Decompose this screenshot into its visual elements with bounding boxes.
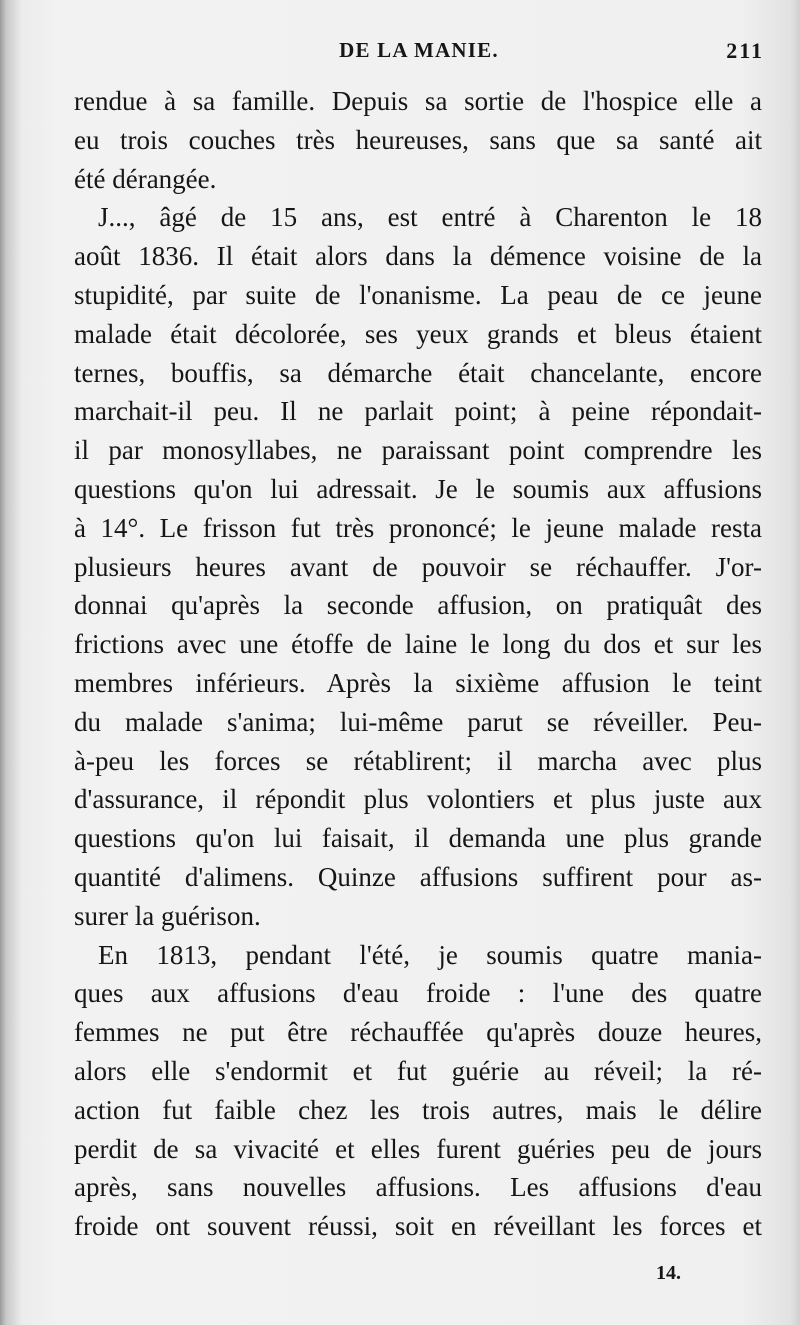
text-line: froide ont souvent réussi, soit en réveillant les forces et [74,1211,762,1242]
text-line: ternes, bouffis, sa démarche était chancelante, encore [74,357,762,388]
text-line: perdit de sa vivacité et elles furent guéries peu de jours [74,1133,762,1164]
paragraph-start-line: J..., âgé de 15 ans, est entré à Charenton le 18 [98,202,762,233]
text-line: action fut faible chez les trois autres, mais le délire [74,1094,762,1125]
text-line: questions qu'on lui adressait. Je le soumis aux affusions [74,473,762,504]
text-line: surer la guérison. [74,900,261,931]
signature-mark: 14. [656,1262,681,1284]
text-line: à-peu les forces se rétablirent; il marcha avec plus [74,745,762,776]
text-line: alors elle s'endormit et fut guérie au réveil; la ré- [74,1055,762,1086]
text-line: après, sans nouvelles affusions. Les affusions d'eau [74,1172,762,1203]
text-line: ques aux affusions d'eau froide : l'une des quatre [74,978,762,1009]
text-line: malade était décolorée, ses yeux grands et bleus étaient [74,318,762,349]
text-line: d'assurance, il répondit plus volontiers et plus juste aux [74,784,762,815]
text-line: quantité d'alimens. Quinze affusions suffirent pour as- [74,861,762,892]
text-line: été dérangée. [74,163,217,194]
paragraph-start-line: En 1813, pendant l'été, je soumis quatre mania- [98,939,762,970]
chapter-title: DE LA MANIE. [339,38,499,62]
text-line: donnai qu'après la seconde affusion, on pratiquât des [74,590,762,621]
text-line: frictions avec une étoffe de laine le long du dos et sur les [74,629,762,660]
text-line: août 1836. Il était alors dans la démence voisine de la [74,241,762,272]
text-line: à 14°. Le frisson fut très prononcé; le jeune malade resta [74,512,762,543]
text-line: stupidité, par suite de l'onanisme. La peau de ce jeune [74,279,762,310]
text-line: membres inférieurs. Après la sixième affusion le teint [74,667,762,698]
text-line: questions qu'on lui faisait, il demanda une plus grande [74,823,762,854]
text-line: eu trois couches très heureuses, sans que sa santé ait [74,124,762,155]
text-line: femmes ne put être réchauffée qu'après douze heures, [74,1017,762,1048]
text-line: du malade s'anima; lui-même parut se réveiller. Peu- [74,706,762,737]
running-head [74,38,764,68]
text-line: plusieurs heures avant de pouvoir se réchauffer. J'or- [74,551,762,582]
text-line: marchait-il peu. Il ne parlait point; à peine répondait- [74,396,762,427]
body-text [74,82,762,1246]
page-number: 211 [726,38,764,63]
text-line: rendue à sa famille. Depuis sa sortie de l'hospice elle a [74,86,762,116]
text-line: il par monosyllabes, ne paraissant point comprendre les [74,435,762,466]
